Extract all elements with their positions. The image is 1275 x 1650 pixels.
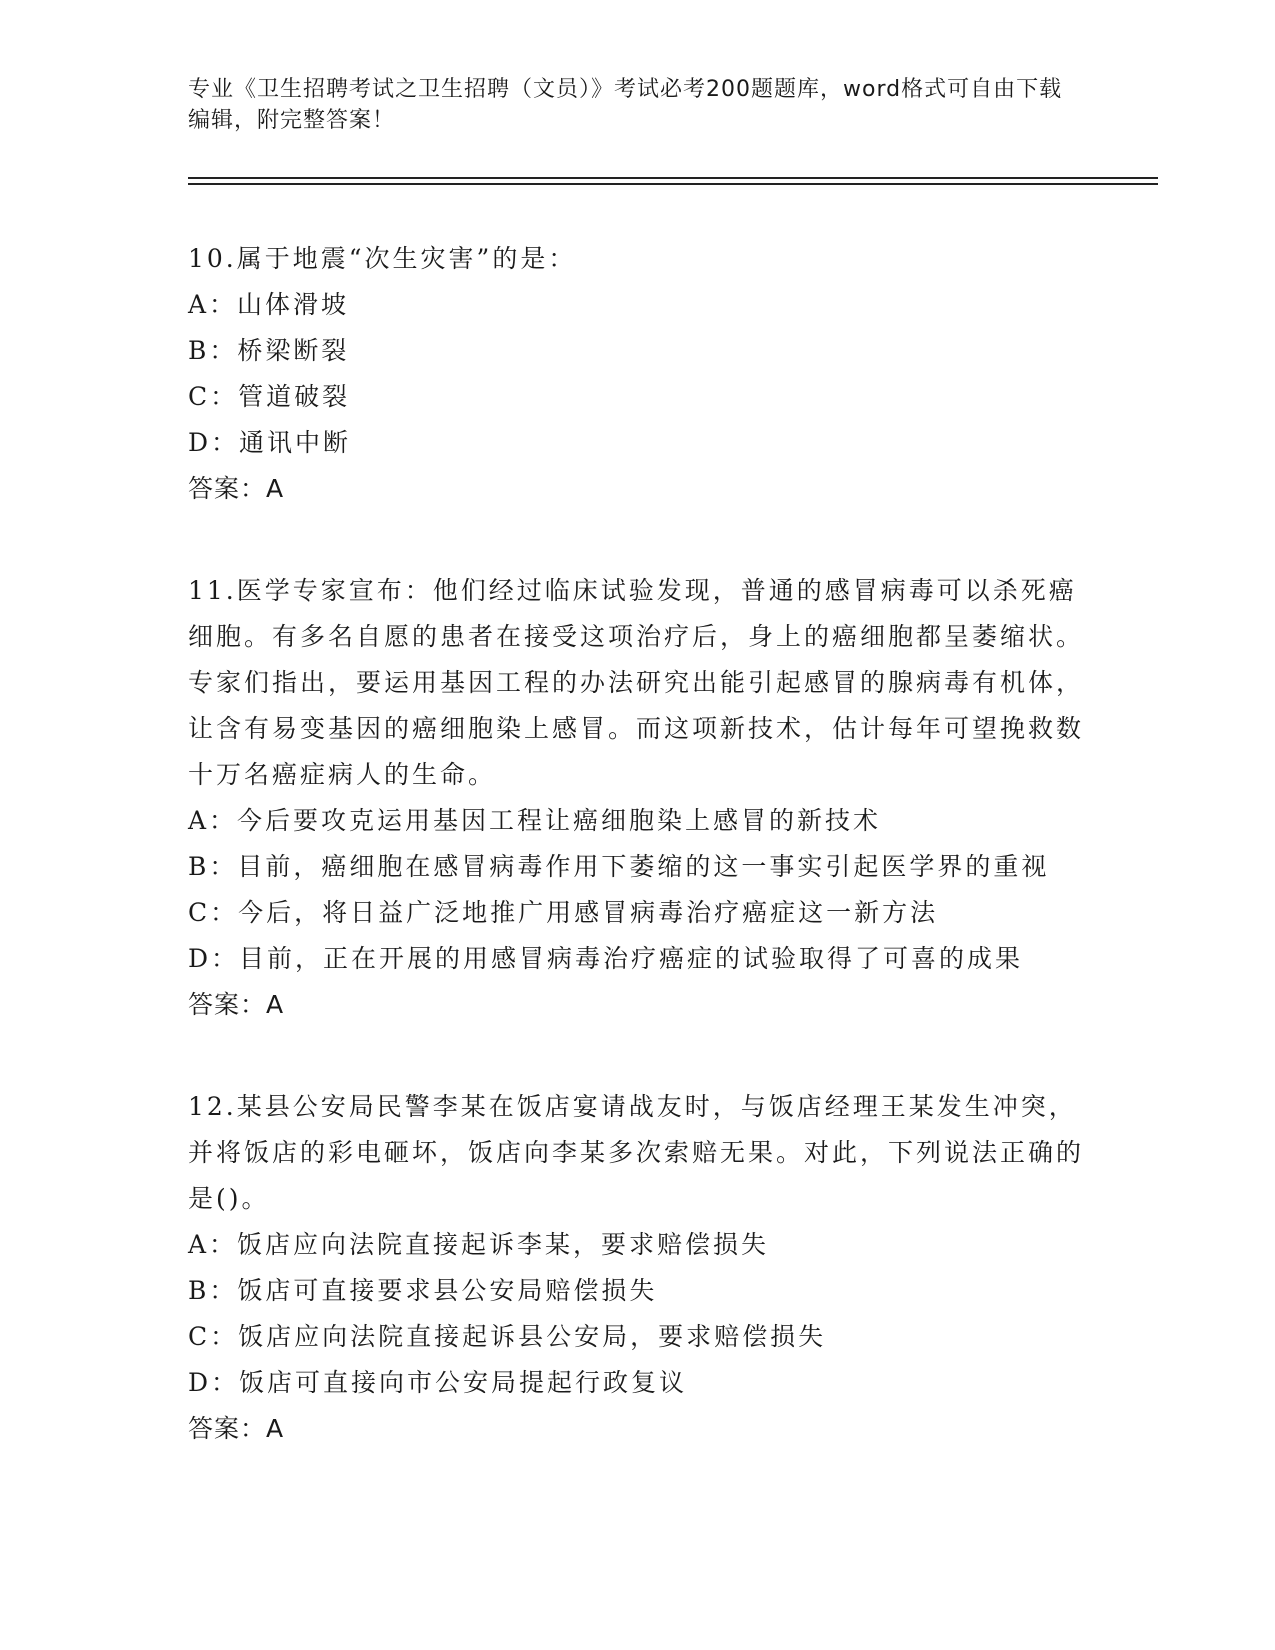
- option-a: A：山体滑坡: [188, 290, 350, 319]
- question-stem: 11.医学专家宣布：他们经过临床试验发现，普通的感冒病毒可以杀死癌细胞。有多名自愿的患者在接受这项治疗后，身上的癌细胞都呈萎缩状。专家们指出，要运用基因工程的办法研究出能引起感冒的腺病毒有机体，让含有易变基因的癌细胞染上感冒。而这项新技术，估计每年可望挽救数十万名癌症病人的生命。: [188, 576, 1085, 789]
- option-d: D：饭店可直接向市公安局提起行政复议: [188, 1368, 688, 1397]
- question-10: [188, 236, 1088, 512]
- option-b: B：桥梁断裂: [188, 336, 350, 365]
- option-b: B：目前，癌细胞在感冒病毒作用下萎缩的这一事实引起医学界的重视: [188, 852, 1050, 881]
- question-stem: 12.某县公安局民警李某在饭店宴请战友时，与饭店经理王某发生冲突，并将饭店的彩电砸坏，饭店向李某多次索赔无果。对此，下列说法正确的是()。: [188, 1092, 1085, 1213]
- answer-line: 答案：A: [188, 990, 285, 1019]
- header-divider-top: [188, 177, 1158, 179]
- option-c: C：饭店应向法院直接起诉县公安局，要求赔偿损失: [188, 1322, 827, 1351]
- option-b: B：饭店可直接要求县公安局赔偿损失: [188, 1276, 658, 1305]
- document-header: 专业《卫生招聘考试之卫生招聘（文员）》考试必考200题题库，word格式可自由下载编辑，附完整答案！: [188, 77, 1063, 133]
- option-a: A：饭店应向法院直接起诉李某，要求赔偿损失: [188, 1230, 770, 1259]
- question-11: [188, 568, 1088, 1028]
- answer-line: 答案：A: [188, 1414, 285, 1443]
- question-list: [188, 236, 1088, 1508]
- option-c: C：今后，将日益广泛地推广用感冒病毒治疗癌症这一新方法: [188, 898, 939, 927]
- question-12: [188, 1084, 1088, 1452]
- header-divider-bottom: [188, 183, 1158, 185]
- option-d: D：通讯中断: [188, 428, 352, 457]
- option-a: A：今后要攻克运用基因工程让癌细胞染上感冒的新技术: [188, 806, 882, 835]
- option-c: C：管道破裂: [188, 382, 351, 411]
- answer-line: 答案：A: [188, 474, 285, 503]
- question-stem: 10.属于地震“次生灾害”的是：: [188, 244, 577, 273]
- option-d: D：目前，正在开展的用感冒病毒治疗癌症的试验取得了可喜的成果: [188, 944, 1024, 973]
